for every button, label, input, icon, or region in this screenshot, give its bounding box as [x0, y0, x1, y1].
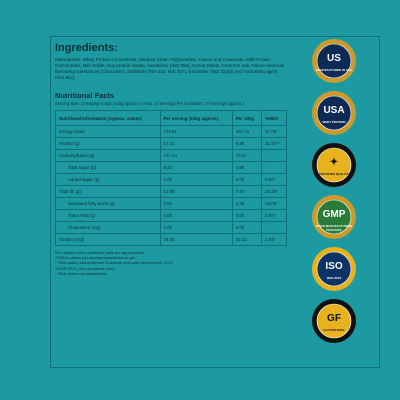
badge-subtitle: GLUTEN FREE: [323, 328, 345, 332]
footnotes: [55, 250, 287, 276]
col-header-rda: %RDA: [262, 111, 287, 126]
badge-label: GMP: [322, 209, 346, 220]
nutrition-table: [55, 110, 287, 246]
certification-badge: [311, 142, 357, 188]
badge-subtitle: CERTIFIED QUALITY: [319, 172, 349, 176]
per-serving-value: 17.21: [160, 138, 232, 150]
nutrition-title: Nutritional Facts: [55, 91, 115, 100]
table-header-row: [56, 111, 287, 126]
per-100g-value: 0.00: [232, 222, 261, 234]
per-serving-value: 0.00: [160, 174, 232, 186]
col-header-per-100g: Per 100g: [232, 111, 261, 126]
footnote: - RDA values not established.: [55, 270, 108, 276]
footnote: *%RDA values per serving established as per: [55, 255, 136, 261]
per-100g-value: 43.23: [232, 234, 261, 246]
col-header-nutrient: Nutritional Information (Approx. values): [56, 111, 161, 126]
per-100g-value: 75.57: [232, 150, 261, 162]
nutrient-label: Energy (kcal): [56, 126, 161, 138]
rda-value: -: [262, 222, 287, 234]
per-serving-value: 2.51: [160, 198, 232, 210]
per-serving-value: 743.91: [160, 126, 232, 138]
table-row: [56, 174, 287, 186]
per-serving-value: 8.40: [160, 162, 232, 174]
table-row: [56, 162, 287, 174]
per-serving-value: 137.44: [160, 150, 232, 162]
serving-info: Serving Size: 3 heaping scoop (102g approx.) | 8 No. of Servings Per Container: 27 servings (approx.): [55, 101, 245, 106]
badge-label: GF: [327, 313, 341, 324]
certification-badge: [311, 194, 357, 240]
per-serving-value: 78.60: [160, 234, 232, 246]
rda-value: 31.87**: [262, 138, 287, 150]
nutrient-label: Total sugar (g): [56, 162, 161, 174]
badge-subtitle: GOOD MANUFACTURING PRACTICE: [315, 224, 353, 232]
nutrient-label: Trans Fats (g): [56, 210, 161, 222]
table-row: [56, 126, 287, 138]
badge-label: USA: [323, 105, 345, 116]
footnote: RDI values under nutritional facts are approximate: [55, 250, 144, 255]
rda-value: -: [262, 162, 287, 174]
nutrient-label: Carbohydrates (g): [56, 150, 161, 162]
nutrient-label: Saturated fatty acids (g): [56, 198, 161, 210]
footnote: **Total safety and treatment Guideline and daily dependence (ICC): [55, 260, 174, 266]
per-100g-value: 7.47: [232, 186, 261, 198]
certification-badge: [311, 246, 357, 292]
rda-value: 13.05*: [262, 198, 287, 210]
rda-value: 0.00*: [262, 174, 287, 186]
per-serving-value: 0.00: [160, 222, 232, 234]
col-header-per-serving: Per serving (102g approx.): [160, 111, 232, 126]
ingredients-text: Maltodextrin, Whey Protein Concentrate, Medium Chain Triglycerides, Casein and Caseinate, Milk Protein Concentrate, Milk Solids, Soy protein isolate, sweetener (INS 955), Cocoa Solids, Common salt, Nature Identical flavouring substances (Chocolate), Stabilizer (INS 415, INS 407), Emulsifier (INS 322(i)) and Anticaking agent (INS 551): [55, 57, 284, 80]
per-serving-value: 13.59: [160, 186, 232, 198]
table-row: [56, 222, 287, 234]
ingredients-title: Ingredients:: [55, 42, 118, 54]
badge-label: ✦: [329, 157, 339, 168]
table-row: [56, 210, 287, 222]
certification-badge: [311, 38, 357, 84]
certification-badge: [311, 90, 357, 136]
rda-value: -: [262, 150, 287, 162]
nutrient-label: Protein (g): [56, 138, 161, 150]
rda-value: 3.93*: [262, 234, 287, 246]
nutrient-label: Sodium (mg): [56, 234, 161, 246]
per-serving-value: 0.00: [160, 210, 232, 222]
per-100g-value: 9.46: [232, 138, 261, 150]
rda-value: 37.05*: [262, 126, 287, 138]
table-row: [56, 186, 287, 198]
badge-subtitle: WHEY PROTEIN: [322, 120, 346, 124]
per-100g-value: 0.00: [232, 210, 261, 222]
rda-value: 0.00*: [262, 210, 287, 222]
badge-subtitle: MANUFACTURED IN USA: [315, 68, 353, 72]
per-100g-value: 407.10: [232, 126, 261, 138]
rda-value: 20.28*: [262, 186, 287, 198]
footnote: *ICMR 2020, Men-moderate work: [55, 265, 115, 271]
table-body: [56, 126, 287, 246]
badge-subtitle: 9001:2015: [326, 276, 342, 280]
table-row: [56, 234, 287, 246]
nutrient-label: Added sugar (g): [56, 174, 161, 186]
badge-label: US: [327, 53, 341, 64]
badge-label: ISO: [325, 261, 343, 272]
table-row: [56, 138, 287, 150]
per-100g-value: 4.66: [232, 162, 261, 174]
nutrient-label: Total fat (g): [56, 186, 161, 198]
per-100g-value: 0.00: [232, 174, 261, 186]
certification-badge: [311, 298, 357, 344]
table-row: [56, 150, 287, 162]
content-area: [55, 40, 287, 276]
nutrient-label: Cholesterol (mg): [56, 222, 161, 234]
certification-badges: [293, 38, 375, 350]
per-100g-value: 1.38: [232, 198, 261, 210]
table-row: [56, 198, 287, 210]
